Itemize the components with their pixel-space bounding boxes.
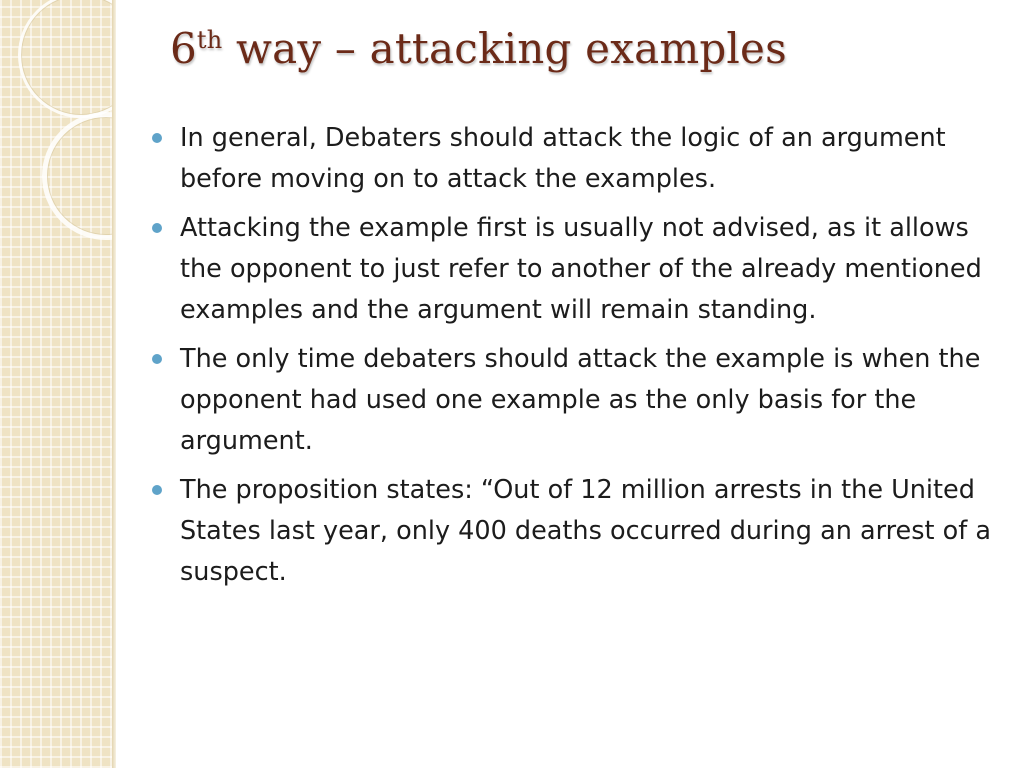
decorative-ring [18, 0, 112, 118]
bullet-text: The only time debaters should attack the example is when the opponent had used one example as the only basis for the argument. [180, 344, 981, 456]
bullet-dot-icon [152, 223, 162, 233]
bullet-dot-icon [152, 354, 162, 364]
bullet-text: Attacking the example first is usually not advised, as it allows the opponent to just refer to another of the already mentioned examples and the argument will remain standing. [180, 213, 982, 325]
bullet-item [150, 339, 1000, 462]
title-number: 6 [170, 24, 197, 73]
slide-body [150, 118, 1000, 601]
bullet-item [150, 118, 1000, 200]
bullet-item [150, 208, 1000, 331]
bullet-list [150, 118, 1000, 593]
decorative-sidebar [0, 0, 112, 768]
bullet-text: In general, Debaters should attack the logic of an argument before moving on to attack the examples. [180, 123, 946, 194]
slide-title [170, 24, 787, 73]
sidebar-edge [112, 0, 116, 768]
title-text: way – attacking examples [222, 24, 787, 73]
bullet-item [150, 470, 1000, 593]
title-ordinal-suffix: th [196, 26, 223, 54]
bullet-text: The proposition states: “Out of 12 million arrests in the United States last year, only 400 deaths occurred during an arrest of a suspect. [180, 475, 991, 587]
bullet-dot-icon [152, 133, 162, 143]
bullet-dot-icon [152, 485, 162, 495]
decorative-ring [42, 112, 112, 240]
